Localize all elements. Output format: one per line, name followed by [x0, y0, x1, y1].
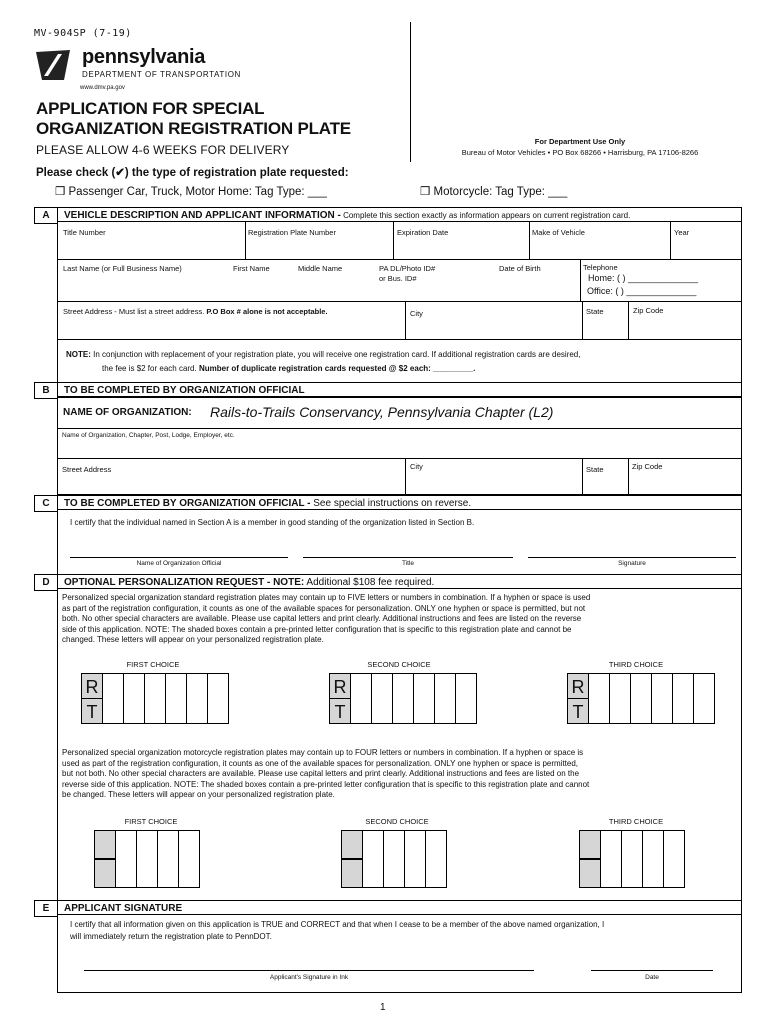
std2-char-box[interactable] [371, 673, 393, 724]
state-label: State [586, 307, 604, 316]
dl-id-label: PA DL/Photo ID# [379, 264, 436, 273]
applicant-date-label: Date [645, 974, 659, 981]
section-c-title: TO BE COMPLETED BY ORGANIZATION OFFICIAL - [64, 498, 311, 509]
moto2-char-box[interactable] [425, 830, 447, 888]
section-e-letter: E [34, 900, 57, 917]
moto2-char-box[interactable] [362, 830, 384, 888]
middle-name-label: Middle Name [298, 264, 343, 273]
org-name-value[interactable]: Rails-to-Trails Conservancy, Pennsylvania Chapter (L2) [210, 404, 554, 420]
std2-char-box[interactable] [392, 673, 414, 724]
dob-label: Date of Birth [499, 264, 541, 273]
section-c-frame [57, 510, 742, 575]
section-d-header [57, 574, 742, 589]
moto1-char-box[interactable] [136, 830, 158, 888]
std1-char-box[interactable] [165, 673, 187, 724]
moto1-preprint-box [94, 830, 116, 859]
delivery-note: PLEASE ALLOW 4-6 WEEKS FOR DELIVERY [36, 143, 290, 157]
form-title-line1: APPLICATION FOR SPECIAL [36, 99, 265, 118]
section-d-title-note: Additional $108 fee required. [304, 577, 435, 588]
para2-line: Personalized special organization motorcycle registration plates may contain up to FOUR letters or numbers in combination. If a hyphen or space is [62, 748, 584, 757]
moto1-char-box[interactable] [157, 830, 179, 888]
std2-char-box[interactable] [413, 673, 435, 724]
form-code: MV-904SP (7-19) [34, 28, 132, 39]
bus-id-label: or Bus. ID# [379, 274, 417, 283]
section-d-letter: D [34, 574, 57, 591]
note-fee-bold: Number of duplicate registration cards requested @ $2 each: _________. [196, 364, 476, 373]
section-a-title: VEHICLE DESCRIPTION AND APPLICANT INFORMATION - [64, 210, 341, 221]
std3-preprint-t: T [567, 698, 589, 724]
moto-second-choice-label: SECOND CHOICE [365, 817, 429, 826]
last-name-label: Last Name (or Full Business Name) [63, 264, 182, 273]
street-address-label-text: Street Address - Must list a street address. [63, 307, 205, 316]
section-e-frame [57, 915, 742, 993]
applicant-certify-line1: I certify that all information given on this application is TRUE and CORRECT and that when I cease to be a member of the above named organization, I [70, 920, 605, 929]
org-state-label: State [586, 465, 604, 474]
plate-number-label: Registration Plate Number [248, 228, 336, 237]
make-label: Make of Vehicle [532, 228, 585, 237]
section-c-letter: C [34, 495, 57, 512]
std-first-choice-label: FIRST CHOICE [126, 660, 180, 669]
para1-line: both. No other special characters are available. Please use capital letters and print clearly. Additional instructions and fees are listed on the reverse [62, 614, 582, 623]
official-title-label: Title [401, 560, 415, 567]
std1-char-box[interactable] [207, 673, 229, 724]
std3-char-box[interactable] [693, 673, 715, 724]
moto3-char-box[interactable] [621, 830, 643, 888]
std1-char-box[interactable] [144, 673, 166, 724]
std3-char-box[interactable] [588, 673, 610, 724]
section-c-header [57, 495, 742, 510]
para1-line: side of this application. NOTE: The shaded boxes contain a pre-printed letter configuration that is specific to this registration plate and cannot be [62, 624, 572, 634]
org-city-label: City [410, 462, 423, 471]
para2-line: be changed. These letters will appear on your personalized registration plate. [62, 790, 335, 799]
duplicate-card-note [66, 350, 580, 359]
plate-type-prompt: Please check (✔) the type of registration plate requested: [36, 167, 349, 179]
para2-line: but not both. No other special characters are available. Please use capital letters and print clearly. Additional instructions and fees are listed on the [62, 769, 580, 778]
org-street-label: Street Address [62, 465, 112, 474]
section-a-letter: A [34, 207, 57, 224]
std3-preprint-r: R [567, 673, 589, 699]
section-e-title: APPLICANT SIGNATURE [64, 903, 183, 914]
std3-char-box[interactable] [609, 673, 631, 724]
section-b-header [57, 382, 742, 397]
street-address-label-bold: P.O Box # alone is not acceptable. [204, 307, 328, 316]
std2-char-box[interactable] [350, 673, 372, 724]
para1-line: Personalized special organization standard registration plates may contain up to FIVE letters or numbers in combination. If a hyphen or space is used [62, 593, 591, 602]
section-b-letter: B [34, 382, 57, 399]
street-address-label [63, 307, 328, 316]
section-a-header [57, 207, 742, 222]
section-b-title: TO BE COMPLETED BY ORGANIZATION OFFICIAL [64, 385, 305, 396]
dept-use-label: For Department Use Only [534, 137, 626, 146]
note-label: NOTE: [66, 350, 91, 359]
logo-dept: DEPARTMENT OF TRANSPORTATION [82, 70, 241, 79]
logo-url: www.dmv.pa.gov [80, 85, 125, 91]
page-number: 1 [380, 1002, 386, 1013]
form-title-line2: ORGANIZATION REGISTRATION PLATE [36, 119, 351, 138]
note-fee-text: the fee is $2 for each card. [102, 364, 197, 373]
std1-char-box[interactable] [186, 673, 208, 724]
std3-char-box[interactable] [651, 673, 673, 724]
moto2-char-box[interactable] [404, 830, 426, 888]
para2-line: reverse side of this application. NOTE: The shaded boxes contain a pre-printed letter configuration that is specific to this registration plate and cannot [62, 779, 590, 789]
header-divider [410, 22, 411, 162]
section-a-title-note: Complete this section exactly as information appears on current registration card. [340, 211, 631, 220]
std1-preprint-t: T [81, 698, 103, 724]
standard-plate-instructions [62, 593, 590, 646]
keystone-logo-icon [34, 48, 72, 82]
title-number-label: Title Number [63, 228, 106, 237]
section-b-frame [57, 397, 742, 495]
moto3-preprint-box [579, 830, 601, 859]
std2-char-box[interactable] [455, 673, 477, 724]
motorcycle-plate-option[interactable]: ❒ Motorcycle: Tag Type: ___ [420, 186, 568, 198]
std2-preprint-r: R [329, 673, 351, 699]
city-label: City [410, 309, 423, 318]
std3-char-box[interactable] [630, 673, 652, 724]
para1-line: as part of the registration configuration, it counts as one of the available spaces for personalization. ONLY one hyphen or space is permitted, but not [62, 603, 586, 613]
official-signature-label: Signature [618, 560, 646, 567]
duplicate-card-fee [102, 364, 475, 373]
moto-third-choice-label: THIRD CHOICE [608, 817, 664, 826]
section-c-title-note: See special instructions on reverse. [310, 498, 472, 509]
para2-line: used as part of the registration configuration, it counts as one of the available spaces for personalization. ONLY one hyphen or space is permitted, [62, 758, 579, 768]
moto3-char-box[interactable] [642, 830, 664, 888]
home-phone-field[interactable]: Home: ( ) ______________ [588, 273, 699, 283]
moto1-char-box[interactable] [178, 830, 200, 888]
org-zip-label: Zip Code [632, 462, 663, 471]
section-a-frame [57, 222, 742, 398]
std1-char-box[interactable] [123, 673, 145, 724]
moto2-preprint-box [341, 859, 363, 888]
moto2-char-box[interactable] [383, 830, 405, 888]
member-certify-text: I certify that the individual named in Section A is a member in good standing of the organization listed in Section B. [70, 518, 475, 527]
form-title [36, 99, 351, 139]
section-d-frame [57, 589, 742, 901]
applicant-certify-line2: will immediately return the registration plate to PennDOT. [70, 932, 272, 941]
first-name-label: First Name [233, 264, 270, 273]
section-e-header [57, 900, 742, 915]
expiration-label: Expiration Date [397, 228, 449, 237]
moto1-preprint-box [94, 859, 116, 888]
std-second-choice-label: SECOND CHOICE [367, 660, 431, 669]
std2-preprint-t: T [329, 698, 351, 724]
passenger-plate-option[interactable]: ❒ Passenger Car, Truck, Motor Home: Tag Type: ___ [55, 186, 327, 198]
moto2-preprint-box [341, 830, 363, 859]
note-text: In conjunction with replacement of your registration plate, you will receive one registration card. If additional registration cards are desired, [90, 350, 581, 359]
moto3-char-box[interactable] [663, 830, 685, 888]
year-label: Year [674, 228, 690, 237]
std-third-choice-label: THIRD CHOICE [608, 660, 664, 669]
std3-char-box[interactable] [672, 673, 694, 724]
std2-char-box[interactable] [434, 673, 456, 724]
telephone-label: Telephone [583, 263, 618, 272]
dept-address: Bureau of Motor Vehicles • PO Box 68266 • Harrisburg, PA 17106-8266 [461, 148, 699, 157]
std1-char-box[interactable] [102, 673, 124, 724]
zip-label: Zip Code [633, 306, 664, 315]
org-name-hint: Name of Organization, Chapter, Post, Lodge, Employer, etc. [62, 432, 235, 439]
std1-preprint-r: R [81, 673, 103, 699]
para1-line: changed. These letters will appear on your personalized registration plate. [62, 635, 324, 644]
applicant-signature-label: Applicant's Signature in Ink [269, 974, 349, 981]
office-phone-field[interactable]: Office: ( ) ______________ [587, 286, 697, 296]
org-name-label: NAME OF ORGANIZATION: [63, 407, 192, 418]
moto1-char-box[interactable] [115, 830, 137, 888]
section-d-title: OPTIONAL PERSONALIZATION REQUEST - NOTE: [64, 577, 305, 588]
logo-name: pennsylvania [82, 46, 206, 68]
moto-first-choice-label: FIRST CHOICE [124, 817, 178, 826]
moto3-preprint-box [579, 859, 601, 888]
official-name-label: Name of Organization Official [136, 560, 222, 567]
moto3-char-box[interactable] [600, 830, 622, 888]
motorcycle-plate-instructions [62, 748, 589, 801]
